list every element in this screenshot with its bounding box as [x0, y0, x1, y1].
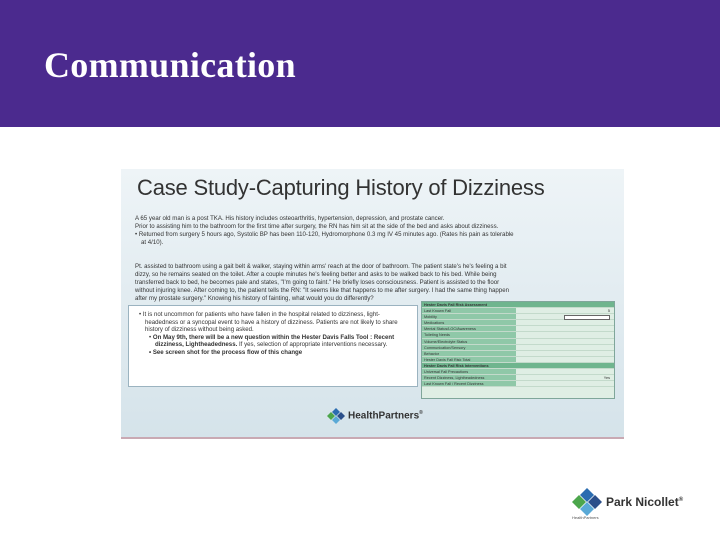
- fall-risk-row-value: 5: [607, 309, 610, 314]
- healthpartners-logo-text: [348, 410, 423, 421]
- fall-risk-input-box: [564, 315, 610, 320]
- key-point-2-bold: On May 9th, there will be a new question within the Hester Davis Falls Tool : Recent dizziness, Lightheadedness.: [152, 333, 395, 349]
- key-points-box: [128, 305, 418, 387]
- case-narrative: [135, 263, 615, 303]
- fall-risk-row-label: Hester Davis Fall Risk Interventions: [422, 363, 614, 368]
- page-title: Communication: [44, 45, 296, 85]
- fall-risk-row-label: Behavior: [422, 351, 516, 356]
- park-nicollet-logo-icon: [572, 487, 602, 517]
- key-point-1: • It is not uncommon for patients who have fallen in the hospital related to dizziness, light-headedness or a syncopal event to have a history of dizziness. Patients are not likely to share history of dizziness without being asked.: [139, 311, 398, 334]
- title-bar: [0, 0, 720, 127]
- healthpartners-logo-icon: [327, 407, 345, 425]
- park-nicollet-subtext: HealthPartners: [572, 515, 599, 520]
- fall-risk-row-value: Yes: [603, 376, 610, 381]
- fall-risk-row-label: Last Known Fall: [422, 308, 516, 313]
- park-nicollet-logo: [572, 487, 683, 517]
- fall-risk-row-label: Medications: [422, 320, 516, 325]
- fall-risk-row-label: Recent Dizziness, Lightheadedness: [422, 375, 516, 380]
- key-point-2-rest: If yes, selection of appropriate interventions necessary.: [237, 341, 388, 349]
- narrative-line: transferred back to bed, he becomes pale and states, "I'm going to faint." He briefly loses consciousness. Patient is assisted to the floor: [135, 278, 500, 286]
- key-point-3: • See screen shot for the process flow of this change: [149, 348, 303, 356]
- case-line: Prior to assisting him to the bathroom for the first time after surgery, the RN has him sit at the side of the bed and asks about dizziness.: [135, 222, 499, 230]
- case-line: • Returned from surgery 5 hours ago, Systolic BP has been 110-120, Hydromorphone 0.3 mg IV 45 minutes ago. (Rates his pain as tolerable: [135, 230, 514, 238]
- narrative-line: after my prostate surgery." Knowing his history of fainting, what would you do differently?: [135, 294, 374, 302]
- embedded-slide: [121, 169, 624, 439]
- fall-risk-row-label: Volume/Electrolyte Status: [422, 339, 516, 344]
- healthpartners-logo: [327, 407, 423, 425]
- fall-risk-row: [422, 381, 614, 387]
- case-description: [135, 215, 615, 247]
- narrative-line: dizzy, so he remains seated on the toilet. After a couple minutes he's feeling better and asks to be walked back to his bed. While being: [135, 270, 497, 278]
- key-points-text: [137, 311, 405, 357]
- case-line: A 65 year old man is a post TKA. His history includes osteoarthritis, hypertension, depression, and prostate cancer.: [135, 215, 445, 222]
- fall-risk-row-label: Mental Status/LOC/Awareness: [422, 326, 516, 331]
- fall-risk-row-label: Hester Davis Fall Risk Total: [422, 357, 516, 362]
- healthpartners-reg-mark: ®: [419, 410, 423, 417]
- park-nicollet-logo-text: [606, 495, 683, 509]
- key-point-2: • On May 9th, there will be a new question within the Hester Davis Falls Tool : Recent dizziness, Lightheadedness. If yes, selection of appropriate interventions necessary.: [149, 333, 395, 349]
- fall-risk-row-label: Mobility: [422, 314, 516, 319]
- healthpartners-logo-name: HealthPartners: [348, 410, 420, 422]
- fall-risk-row-label: Communication/Sensory: [422, 345, 516, 350]
- key-point-3-text: See screen shot for the process flow of this change: [152, 348, 303, 356]
- fall-risk-row-label: Universal Fall Precautions: [422, 369, 516, 374]
- narrative-line: without injuring knee. After coming to, the patient tells the RN: "It seems like that happens to me after surgery. I had the same thing happen: [135, 286, 509, 294]
- park-nicollet-reg-mark: ®: [678, 497, 684, 503]
- narrative-line: Pt. assisted to bathroom using a gait belt & walker, staying within arms' reach at the door of bathroom. The patient state's he's feeling a bit: [135, 263, 507, 270]
- park-nicollet-logo-name: Park Nicollet: [606, 495, 679, 509]
- fall-risk-row-label: Last Known Fall / Recent Dizziness: [422, 381, 516, 386]
- fall-risk-screenshot: [421, 301, 615, 399]
- case-line: at 4/10).: [141, 238, 164, 246]
- slide-title: Case Study-Capturing History of Dizziness: [137, 175, 545, 200]
- fall-risk-row-label: Hester Davis Fall Risk Assessment: [422, 302, 614, 307]
- key-point-1-text: It is not uncommon for patients who have fallen in the hospital related to dizziness, light-headedness or a syncopal event to have a history of dizziness. Patients are not likely to share history of dizziness without being asked.: [142, 311, 398, 334]
- fall-risk-row-label: Toileting Needs: [422, 332, 516, 337]
